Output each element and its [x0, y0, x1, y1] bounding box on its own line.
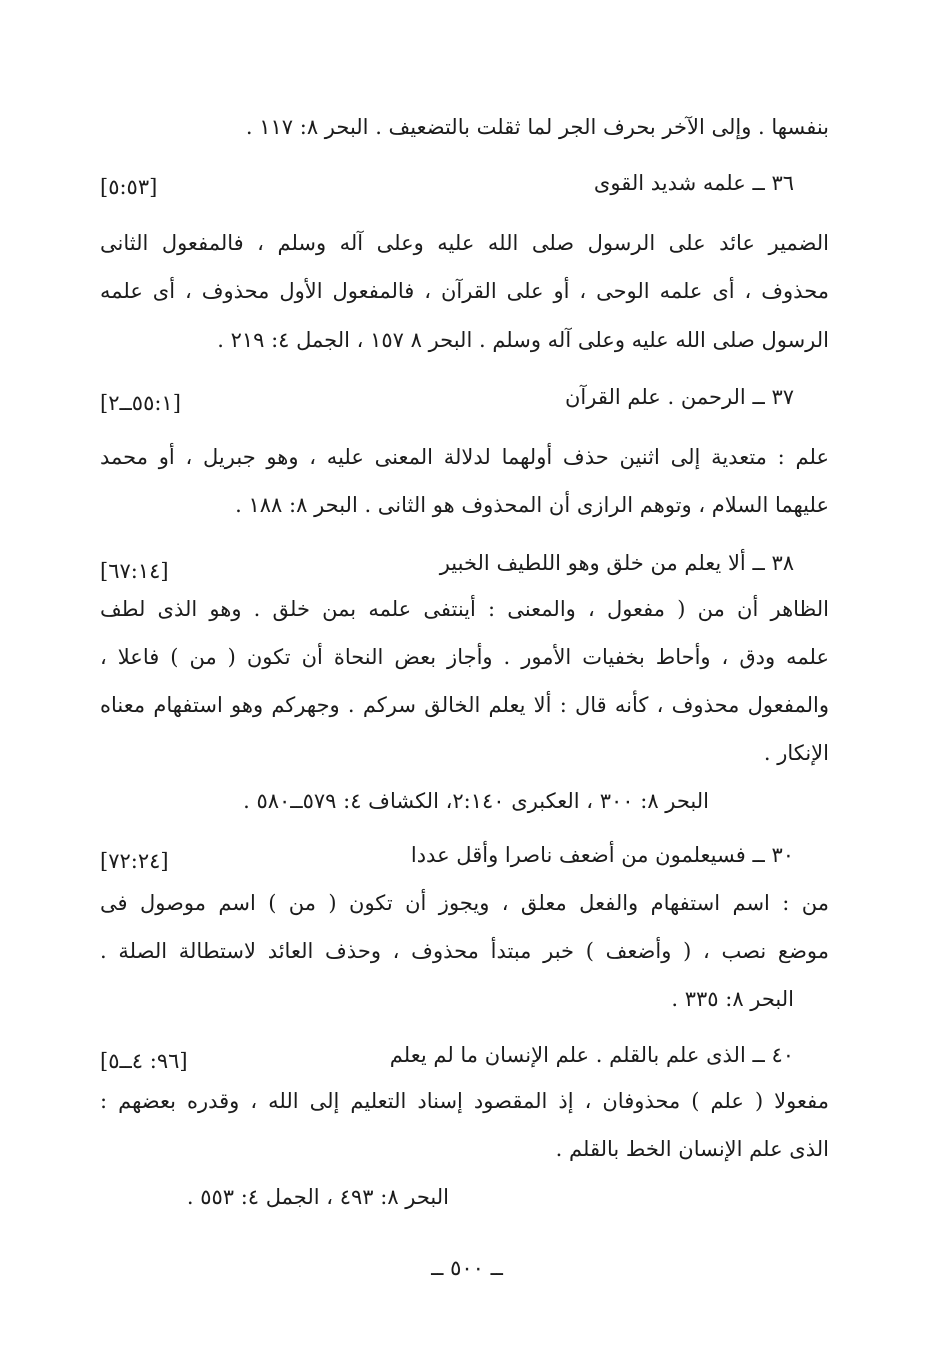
source-citation: البحر ٨: ٣٣٥ .	[671, 987, 794, 1011]
text-line: الضمير عائد على الرسول صلى الله عليه وعلى آله وسلم ، فالمفعول الثانى	[100, 231, 829, 255]
text-line: علم : متعدية إلى اثنين حذف أولهما لدلالة المعنى عليه ، وهو جبريل ، أو محمد	[100, 445, 829, 469]
verse-reference: [٩٦: ٤ــ٥]	[100, 1049, 188, 1073]
text-line: علمه ودق ، وأحاط بخفيات الأمور . وأجاز بعض النحاة أن تكون ( من ) فاعلا ،	[100, 645, 829, 669]
verse-reference: [٦٧:١٤]	[100, 559, 169, 583]
text-line: الظاهر أن من ( مفعول ، والمعنى : أينتفى علمه بمن خلق . وهو الذى لطف	[100, 597, 829, 621]
entry-heading: ٤٠ ــ الذى علم بالقلم . علم الإنسان ما لم يعلم	[389, 1043, 794, 1067]
source-citation: البحر ٨: ٣٠٠ ، العكبرى ٢:١٤٠، الكشاف ٤: ٥٧٩ــ٥٨٠ .	[243, 789, 709, 813]
text-line: عليهما السلام ، وتوهم الرازى أن المحذوف هو الثانى . البحر ٨: ١٨٨ .	[235, 493, 829, 517]
verse-reference: [٧٢:٢٤]	[100, 849, 169, 873]
entry-heading: ٣٨ ــ ألا يعلم من خلق وهو اللطيف الخبير	[439, 551, 794, 575]
verse-reference: [٥٥:١ــ٢]	[100, 391, 181, 415]
text-line: محذوف ، أى علمه الوحى ، أو على القرآن ، فالمفعول الأول محذوف ، أى علمه	[100, 279, 829, 303]
text-line: والمفعول محذوف ، كأنه قال : ألا يعلم الخالق سركم . وجهركم وهو استفهام معناه	[100, 693, 829, 717]
text-line: موضع نصب ، ( وأضعف ) خبر مبتدأ محذوف ، وحذف العائد لاستطالة الصلة .	[100, 939, 829, 963]
entry-heading: ٣٠ ــ فسيعلمون من أضعف ناصرا وأقل عددا	[410, 843, 794, 867]
entry-heading: ٣٦ ــ علمه شديد القوى	[593, 171, 794, 195]
text-line: الذى علم الإنسان الخط بالقلم .	[555, 1137, 829, 1161]
source-citation: البحر ٨: ٤٩٣ ، الجمل ٤: ٥٥٣ .	[186, 1185, 449, 1209]
entry-heading: ٣٧ ــ الرحمن . علم القرآن	[564, 385, 794, 409]
text-line: من : اسم استفهام والفعل معلق ، ويجوز أن تكون ( من ) اسم موصول فى	[100, 891, 829, 915]
text-line: مفعولا ( علم ) محذوفان ، إذ المقصود إسناد التعليم إلى الله ، وقدره بعضهم :	[100, 1089, 829, 1113]
verse-reference: [٥:٥٣]	[100, 175, 158, 199]
text-line: الإنكار .	[763, 741, 829, 765]
page-number: ــ ٥٠٠ ــ	[431, 1256, 503, 1280]
text-line: الرسول صلى الله عليه وعلى آله وسلم . البحر ٨ ١٥٧ ، الجمل ٤: ٢١٩ .	[217, 328, 829, 352]
text-line: بنفسها . وإلى الآخر بحرف الجر لما ثقلت بالتضعيف . البحر ٨: ١١٧ .	[245, 115, 829, 139]
